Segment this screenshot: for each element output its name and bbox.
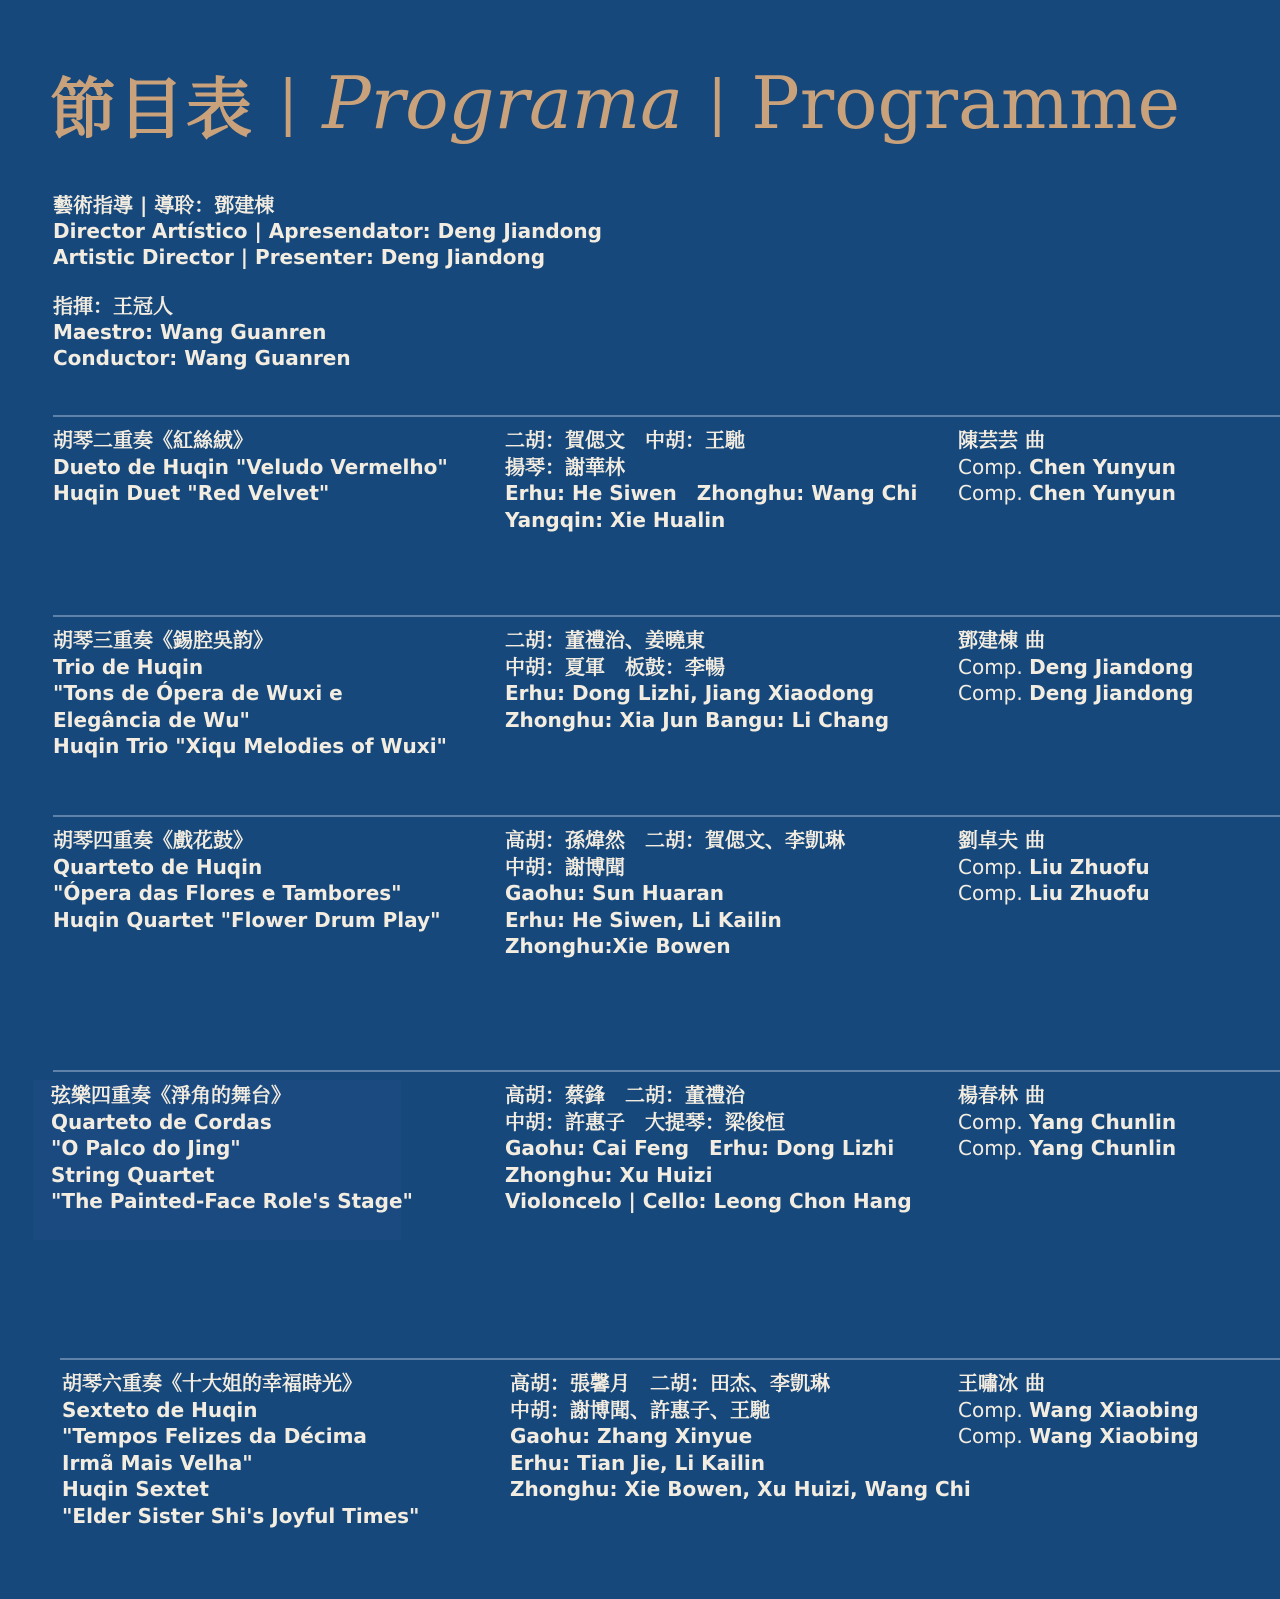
composer-zh: 鄧建棟 曲: [958, 628, 1045, 652]
composer-en: [958, 880, 1150, 907]
comp-prefix: Comp.: [958, 681, 1023, 705]
performers-block: [505, 827, 845, 960]
performer-line: Zhonghu:Xie Bowen: [505, 934, 731, 958]
conductor-credit-pt: Maestro: Wang Guanren: [53, 320, 327, 344]
composer-en: [958, 480, 1176, 507]
piece-title-line: 弦樂四重奏《淨角的舞台》: [51, 1083, 291, 1107]
composer-name: Deng Jiandong: [1029, 654, 1194, 679]
title-english: Programme: [751, 61, 1181, 145]
performer-line: Gaohu: Zhang Xinyue: [510, 1424, 753, 1448]
section-divider: [60, 1358, 1280, 1360]
performer-line: 二胡：賀偲文 中胡：王馳: [505, 428, 745, 452]
piece-title-line: "Tempos Felizes da Décima: [62, 1424, 367, 1448]
performers-block: [510, 1370, 971, 1503]
performer-line: 高胡：蔡鋒 二胡：董禮治: [505, 1083, 745, 1107]
composer-zh: 王嘯冰 曲: [958, 1371, 1045, 1395]
director-credit-zh: 藝術指導 | 導聆：鄧建棟: [53, 193, 275, 217]
performer-line: 中胡：謝博聞、許惠子、王馳: [510, 1397, 770, 1422]
performer-line: Zhonghu: Xu Huizi: [505, 1162, 713, 1187]
piece-title-line: "O Palco do Jing": [51, 1136, 241, 1160]
piece-title-line: Huqin Quartet "Flower Drum Play": [53, 907, 441, 932]
composer-pt: [958, 1109, 1176, 1136]
piece-title-line: Quarteto de Cordas: [51, 1109, 272, 1134]
performer-line: Gaohu: Cai Feng Erhu: Dong Lizhi: [505, 1136, 895, 1160]
piece-title-line: "Ópera das Flores e Tambores": [53, 881, 402, 905]
conductor-credit-zh: 指揮：王冠人: [53, 294, 173, 318]
performers-block: [505, 627, 889, 733]
comp-prefix: Comp.: [958, 1109, 1023, 1134]
piece-title-block: [53, 427, 448, 507]
composer-en: [958, 680, 1193, 707]
piece-title-line: 胡琴六重奏《十大姐的幸福時光》: [62, 1371, 362, 1395]
piece-title-line: Sexteto de Huqin: [62, 1397, 258, 1422]
piece-title-line: 胡琴三重奏《錫腔吳韵》: [53, 628, 273, 652]
piece-title-line: "Tons de Ópera de Wuxi e: [53, 681, 343, 705]
comp-prefix: Comp.: [958, 1397, 1023, 1422]
composer-block: [958, 427, 1176, 507]
performer-line: 二胡：董禮治、姜曉東: [505, 628, 705, 652]
performers-block: [505, 427, 917, 533]
section-divider: [53, 615, 1280, 617]
piece-title-block: [51, 1082, 413, 1215]
comp-prefix: Comp.: [958, 654, 1023, 679]
composer-pt: [958, 454, 1176, 481]
piece-title-block: [53, 627, 447, 760]
piece-title-line: Dueto de Huqin "Veludo Vermelho": [53, 454, 448, 479]
piece-title-block: [53, 827, 441, 933]
section-divider: [53, 815, 1280, 817]
piece-title-line: String Quartet: [51, 1162, 215, 1187]
composer-name: Deng Jiandong: [1029, 681, 1194, 705]
comp-prefix: Comp.: [958, 481, 1023, 505]
composer-zh: 陳芸芸 曲: [958, 428, 1045, 452]
comp-prefix: Comp.: [958, 454, 1023, 479]
composer-en: [958, 1423, 1199, 1450]
page-title: [50, 58, 1180, 148]
comp-prefix: Comp.: [958, 1424, 1023, 1448]
section-divider: [53, 1070, 1280, 1072]
composer-name: Yang Chunlin: [1029, 1109, 1177, 1134]
piece-title-line: 胡琴四重奏《戲花鼓》: [53, 828, 253, 852]
director-credit: [53, 192, 602, 270]
performer-line: 高胡：張馨月 二胡：田杰、李凱琳: [510, 1371, 830, 1395]
comp-prefix: Comp.: [958, 1136, 1023, 1160]
piece-title-line: Huqin Sextet: [62, 1477, 209, 1501]
piece-title-line: Trio de Huqin: [53, 654, 204, 679]
composer-block: [958, 1082, 1176, 1162]
composer-pt: [958, 654, 1193, 681]
composer-pt: [958, 1397, 1199, 1424]
comp-prefix: Comp.: [958, 881, 1023, 905]
composer-name: Liu Zhuofu: [1029, 854, 1150, 879]
title-portuguese: Programa: [322, 61, 684, 145]
performer-line: 中胡：謝博聞: [505, 854, 625, 879]
composer-name: Yang Chunlin: [1029, 1136, 1177, 1160]
comp-prefix: Comp.: [958, 854, 1023, 879]
performer-line: Yangqin: Xie Hualin: [505, 507, 726, 532]
composer-pt: [958, 854, 1150, 881]
director-credit-pt: Director Artístico | Apresendator: Deng Jiandong: [53, 219, 602, 243]
piece-title-line: Huqin Duet "Red Velvet": [53, 481, 330, 505]
piece-title-line: "Elder Sister Shi's Joyful Times": [62, 1503, 420, 1528]
composer-block: [958, 1370, 1199, 1450]
piece-title-line: Huqin Trio "Xiqu Melodies of Wuxi": [53, 734, 447, 758]
piece-title-line: "The Painted-Face Role's Stage": [51, 1189, 413, 1213]
composer-en: [958, 1135, 1176, 1162]
performer-line: Zhonghu: Xia Jun Bangu: Li Chang: [505, 707, 890, 732]
performer-line: Zhonghu: Xie Bowen, Xu Huizi, Wang Chi: [510, 1477, 971, 1501]
performer-line: Violoncelo | Cello: Leong Chon Hang: [505, 1189, 912, 1213]
composer-zh: 楊春林 曲: [958, 1083, 1045, 1107]
performer-line: 高胡：孫煒然 二胡：賀偲文、李凱琳: [505, 828, 845, 852]
composer-name: Liu Zhuofu: [1029, 881, 1150, 905]
title-chinese: 節目表: [50, 69, 254, 148]
composer-name: Chen Yunyun: [1029, 481, 1176, 505]
piece-title-line: Elegância de Wu": [53, 707, 250, 732]
performer-line: 中胡：夏軍 板鼓：李暢: [505, 654, 725, 679]
performer-line: 揚琴：謝華林: [505, 454, 625, 479]
composer-zh: 劉卓夫 曲: [958, 828, 1045, 852]
performer-line: Gaohu: Sun Huaran: [505, 881, 725, 905]
composer-name: Wang Xiaobing: [1029, 1397, 1199, 1422]
performer-line: Erhu: He Siwen, Li Kailin: [505, 907, 782, 932]
section-divider: [53, 415, 1280, 417]
piece-title-line: 胡琴二重奏《紅絲絨》: [53, 428, 253, 452]
performer-line: Erhu: He Siwen Zhonghu: Wang Chi: [505, 481, 918, 505]
composer-name: Wang Xiaobing: [1029, 1424, 1199, 1448]
piece-title-line: Quarteto de Huqin: [53, 854, 263, 879]
title-separator: |: [707, 68, 728, 138]
performer-line: Erhu: Tian Jie, Li Kailin: [510, 1450, 765, 1475]
composer-block: [958, 827, 1150, 907]
piece-title-block: [62, 1370, 419, 1529]
performer-line: Erhu: Dong Lizhi, Jiang Xiaodong: [505, 681, 875, 705]
composer-block: [958, 627, 1193, 707]
performers-block: [505, 1082, 912, 1215]
director-credit-en: Artistic Director | Presenter: Deng Jiandong: [53, 245, 546, 269]
composer-name: Chen Yunyun: [1029, 454, 1176, 479]
conductor-credit-en: Conductor: Wang Guanren: [53, 346, 351, 370]
conductor-credit: [53, 293, 351, 371]
performer-line: 中胡：許惠子 大提琴：梁俊恒: [505, 1109, 785, 1134]
title-separator: |: [278, 68, 299, 138]
piece-title-line: Irmã Mais Velha": [62, 1450, 253, 1475]
